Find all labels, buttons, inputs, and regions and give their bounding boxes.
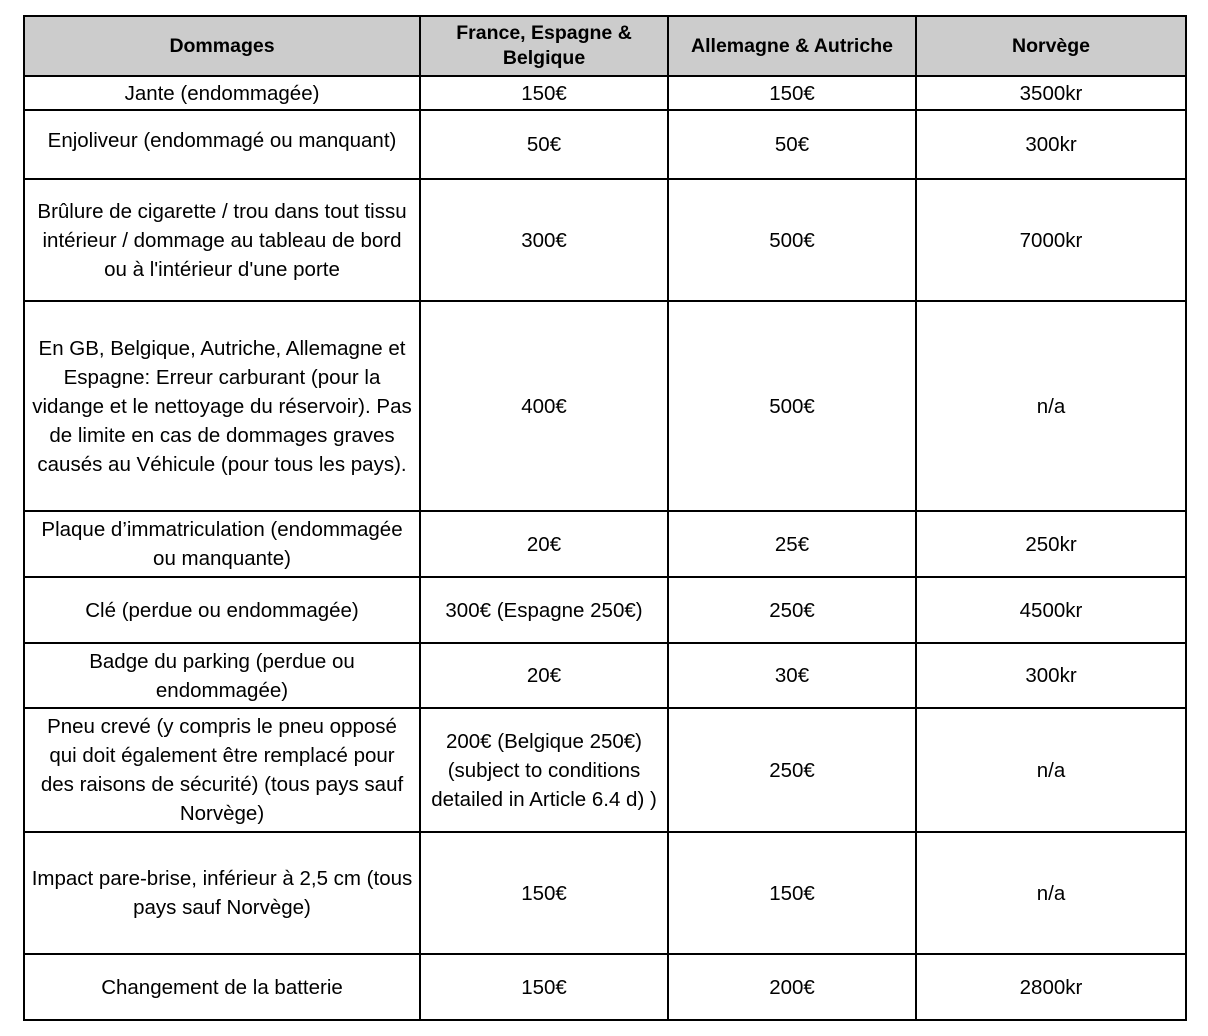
price-fr-es-be: 300€ bbox=[420, 179, 668, 301]
price-de-at: 50€ bbox=[668, 110, 916, 179]
damage-cell: Badge du parking (perdue ou endommagée) bbox=[24, 643, 420, 708]
price-no: 300kr bbox=[916, 110, 1186, 179]
price-no: n/a bbox=[916, 708, 1186, 832]
price-no: 4500kr bbox=[916, 577, 1186, 643]
damage-cell: Enjoliveur (endommagé ou manquant) bbox=[24, 110, 420, 179]
price-de-at: 500€ bbox=[668, 301, 916, 511]
table-row bbox=[24, 832, 1186, 954]
damage-cell: Plaque d’immatriculation (endommagée ou manquante) bbox=[24, 511, 420, 577]
price-fr-es-be: 20€ bbox=[420, 511, 668, 577]
price-no: n/a bbox=[916, 832, 1186, 954]
damage-cell: En GB, Belgique, Autriche, Allemagne et Espagne: Erreur carburant (pour la vidange et le nettoyage du réservoir). Pas de limite en cas de dommages graves causés au Véhicule (pour tous les pays). bbox=[24, 301, 420, 511]
price-de-at: 25€ bbox=[668, 511, 916, 577]
price-no: 2800kr bbox=[916, 954, 1186, 1020]
price-fr-es-be: 150€ bbox=[420, 76, 668, 110]
damage-cell: Changement de la batterie bbox=[24, 954, 420, 1020]
price-no: 250kr bbox=[916, 511, 1186, 577]
damage-cell: Jante (endommagée) bbox=[24, 76, 420, 110]
header-france-espagne-belgique: France, Espagne & Belgique bbox=[420, 16, 668, 76]
header-dommages: Dommages bbox=[24, 16, 420, 76]
table-row bbox=[24, 577, 1186, 643]
header-norvege: Norvège bbox=[916, 16, 1186, 76]
damage-cell: Brûlure de cigarette / trou dans tout tissu intérieur / dommage au tableau de bord ou à l'intérieur d'une porte bbox=[24, 179, 420, 301]
price-de-at: 500€ bbox=[668, 179, 916, 301]
table-row bbox=[24, 511, 1186, 577]
header-allemagne-autriche: Allemagne & Autriche bbox=[668, 16, 916, 76]
price-no: n/a bbox=[916, 301, 1186, 511]
table-row bbox=[24, 110, 1186, 179]
header-row bbox=[24, 16, 1186, 76]
price-no: 7000kr bbox=[916, 179, 1186, 301]
price-fr-es-be: 200€ (Belgique 250€) (subject to conditions detailed in Article 6.4 d) ) bbox=[420, 708, 668, 832]
table-row bbox=[24, 643, 1186, 708]
damage-cell: Pneu crevé (y compris le pneu opposé qui doit également être remplacé pour des raisons de sécurité) (tous pays sauf Norvège) bbox=[24, 708, 420, 832]
price-de-at: 250€ bbox=[668, 577, 916, 643]
table-row bbox=[24, 179, 1186, 301]
table-row bbox=[24, 76, 1186, 110]
price-de-at: 30€ bbox=[668, 643, 916, 708]
price-fr-es-be: 150€ bbox=[420, 832, 668, 954]
price-fr-es-be: 300€ (Espagne 250€) bbox=[420, 577, 668, 643]
price-fr-es-be: 20€ bbox=[420, 643, 668, 708]
price-fr-es-be: 400€ bbox=[420, 301, 668, 511]
price-fr-es-be: 150€ bbox=[420, 954, 668, 1020]
price-de-at: 150€ bbox=[668, 76, 916, 110]
table-row bbox=[24, 954, 1186, 1020]
damages-table bbox=[23, 15, 1187, 1021]
damage-cell: Clé (perdue ou endommagée) bbox=[24, 577, 420, 643]
table-row bbox=[24, 708, 1186, 832]
price-de-at: 200€ bbox=[668, 954, 916, 1020]
price-no: 3500kr bbox=[916, 76, 1186, 110]
price-no: 300kr bbox=[916, 643, 1186, 708]
price-de-at: 150€ bbox=[668, 832, 916, 954]
table-row bbox=[24, 301, 1186, 511]
price-fr-es-be: 50€ bbox=[420, 110, 668, 179]
damage-cell: Impact pare-brise, inférieur à 2,5 cm (tous pays sauf Norvège) bbox=[24, 832, 420, 954]
price-de-at: 250€ bbox=[668, 708, 916, 832]
